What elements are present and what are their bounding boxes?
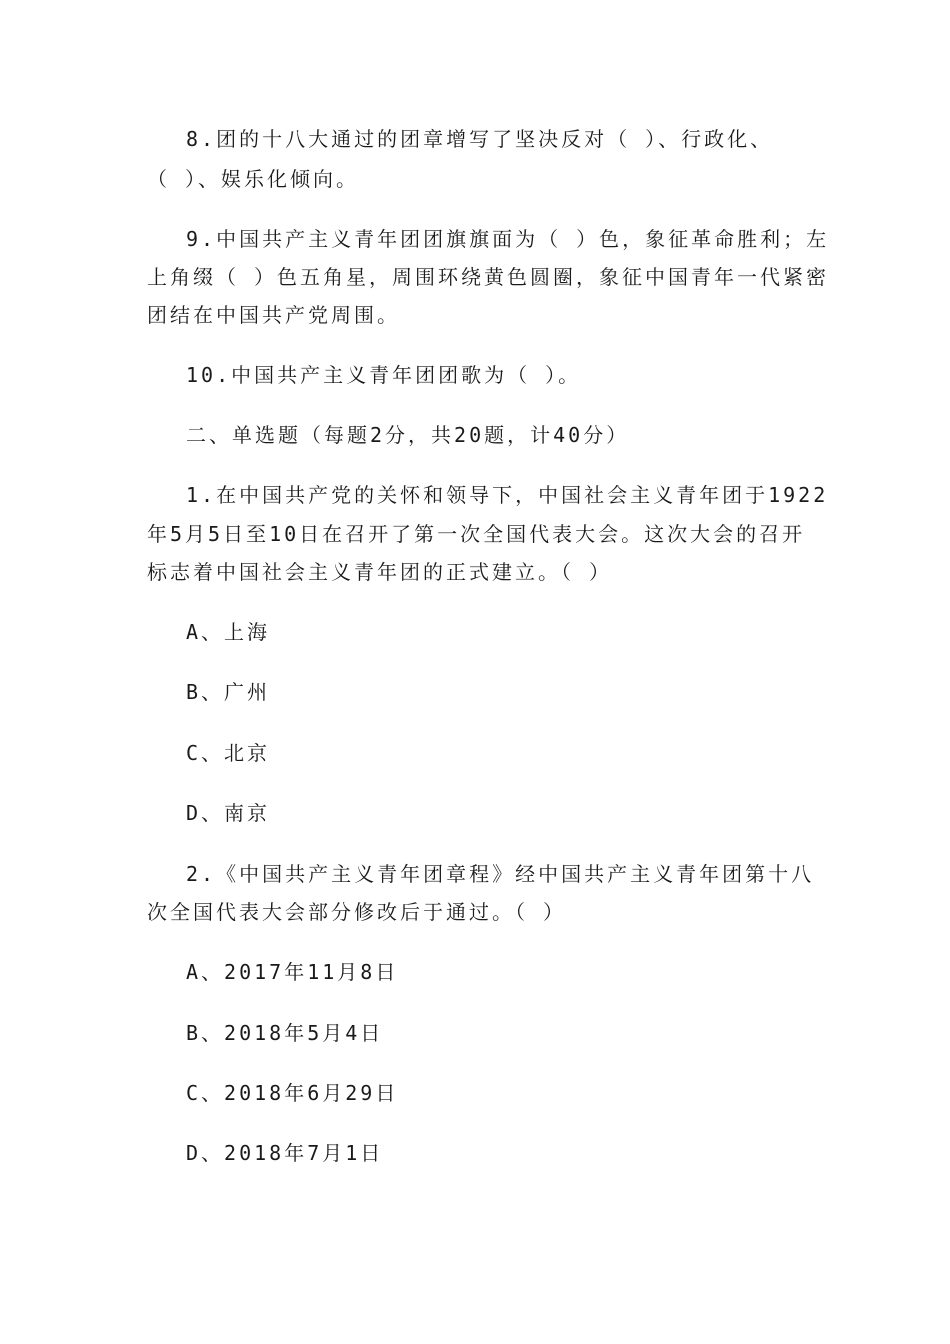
single-choice-2-option-c: C、2018年6月29日 <box>186 1081 399 1105</box>
single-choice-2-option-b: B、2018年5月4日 <box>186 1021 384 1045</box>
single-choice-1-option-d: D、南京 <box>186 801 271 825</box>
single-choice-2-option-a: A、2017年11月8日 <box>186 960 399 984</box>
question-8-line-1: 8.团的十八大通过的团章增写了坚决反对（ ）、行政化、 <box>186 127 774 151</box>
single-choice-1-line-2: 年5月5日至10日在召开了第一次全国代表大会。这次大会的召开 <box>147 522 806 546</box>
question-9-line-3: 团结在中国共产党周围。 <box>147 303 400 327</box>
single-choice-2-line-1: 2.《中国共产主义青年团章程》经中国共产主义青年团第十八 <box>186 862 815 886</box>
question-9-line-1: 9.中国共产主义青年团团旗旗面为（ ）色，象征革命胜利；左 <box>186 227 830 251</box>
single-choice-2-line-2: 次全国代表大会部分修改后于通过。（ ） <box>147 900 567 924</box>
single-choice-1-option-b: B、广州 <box>186 680 271 704</box>
single-choice-1-line-1: 1.在中国共产党的关怀和领导下，中国社会主义青年团于1922 <box>186 483 829 507</box>
question-8-line-2: （ ）、娱乐化倾向。 <box>147 167 360 191</box>
single-choice-1-line-3: 标志着中国社会主义青年团的正式建立。（ ） <box>147 560 613 584</box>
question-10-line-1: 10.中国共产主义青年团团歌为（ ）。 <box>186 363 582 387</box>
question-9-line-2: 上角缀（ ）色五角星，周围环绕黄色圆圈，象征中国青年一代紧密 <box>147 265 830 289</box>
section-2-heading: 二、单选题（每题2分，共20题，计40分） <box>186 423 630 447</box>
single-choice-2-option-d: D、2018年7月1日 <box>186 1141 384 1165</box>
single-choice-1-option-a: A、上海 <box>186 620 271 644</box>
single-choice-1-option-c: C、北京 <box>186 741 271 765</box>
